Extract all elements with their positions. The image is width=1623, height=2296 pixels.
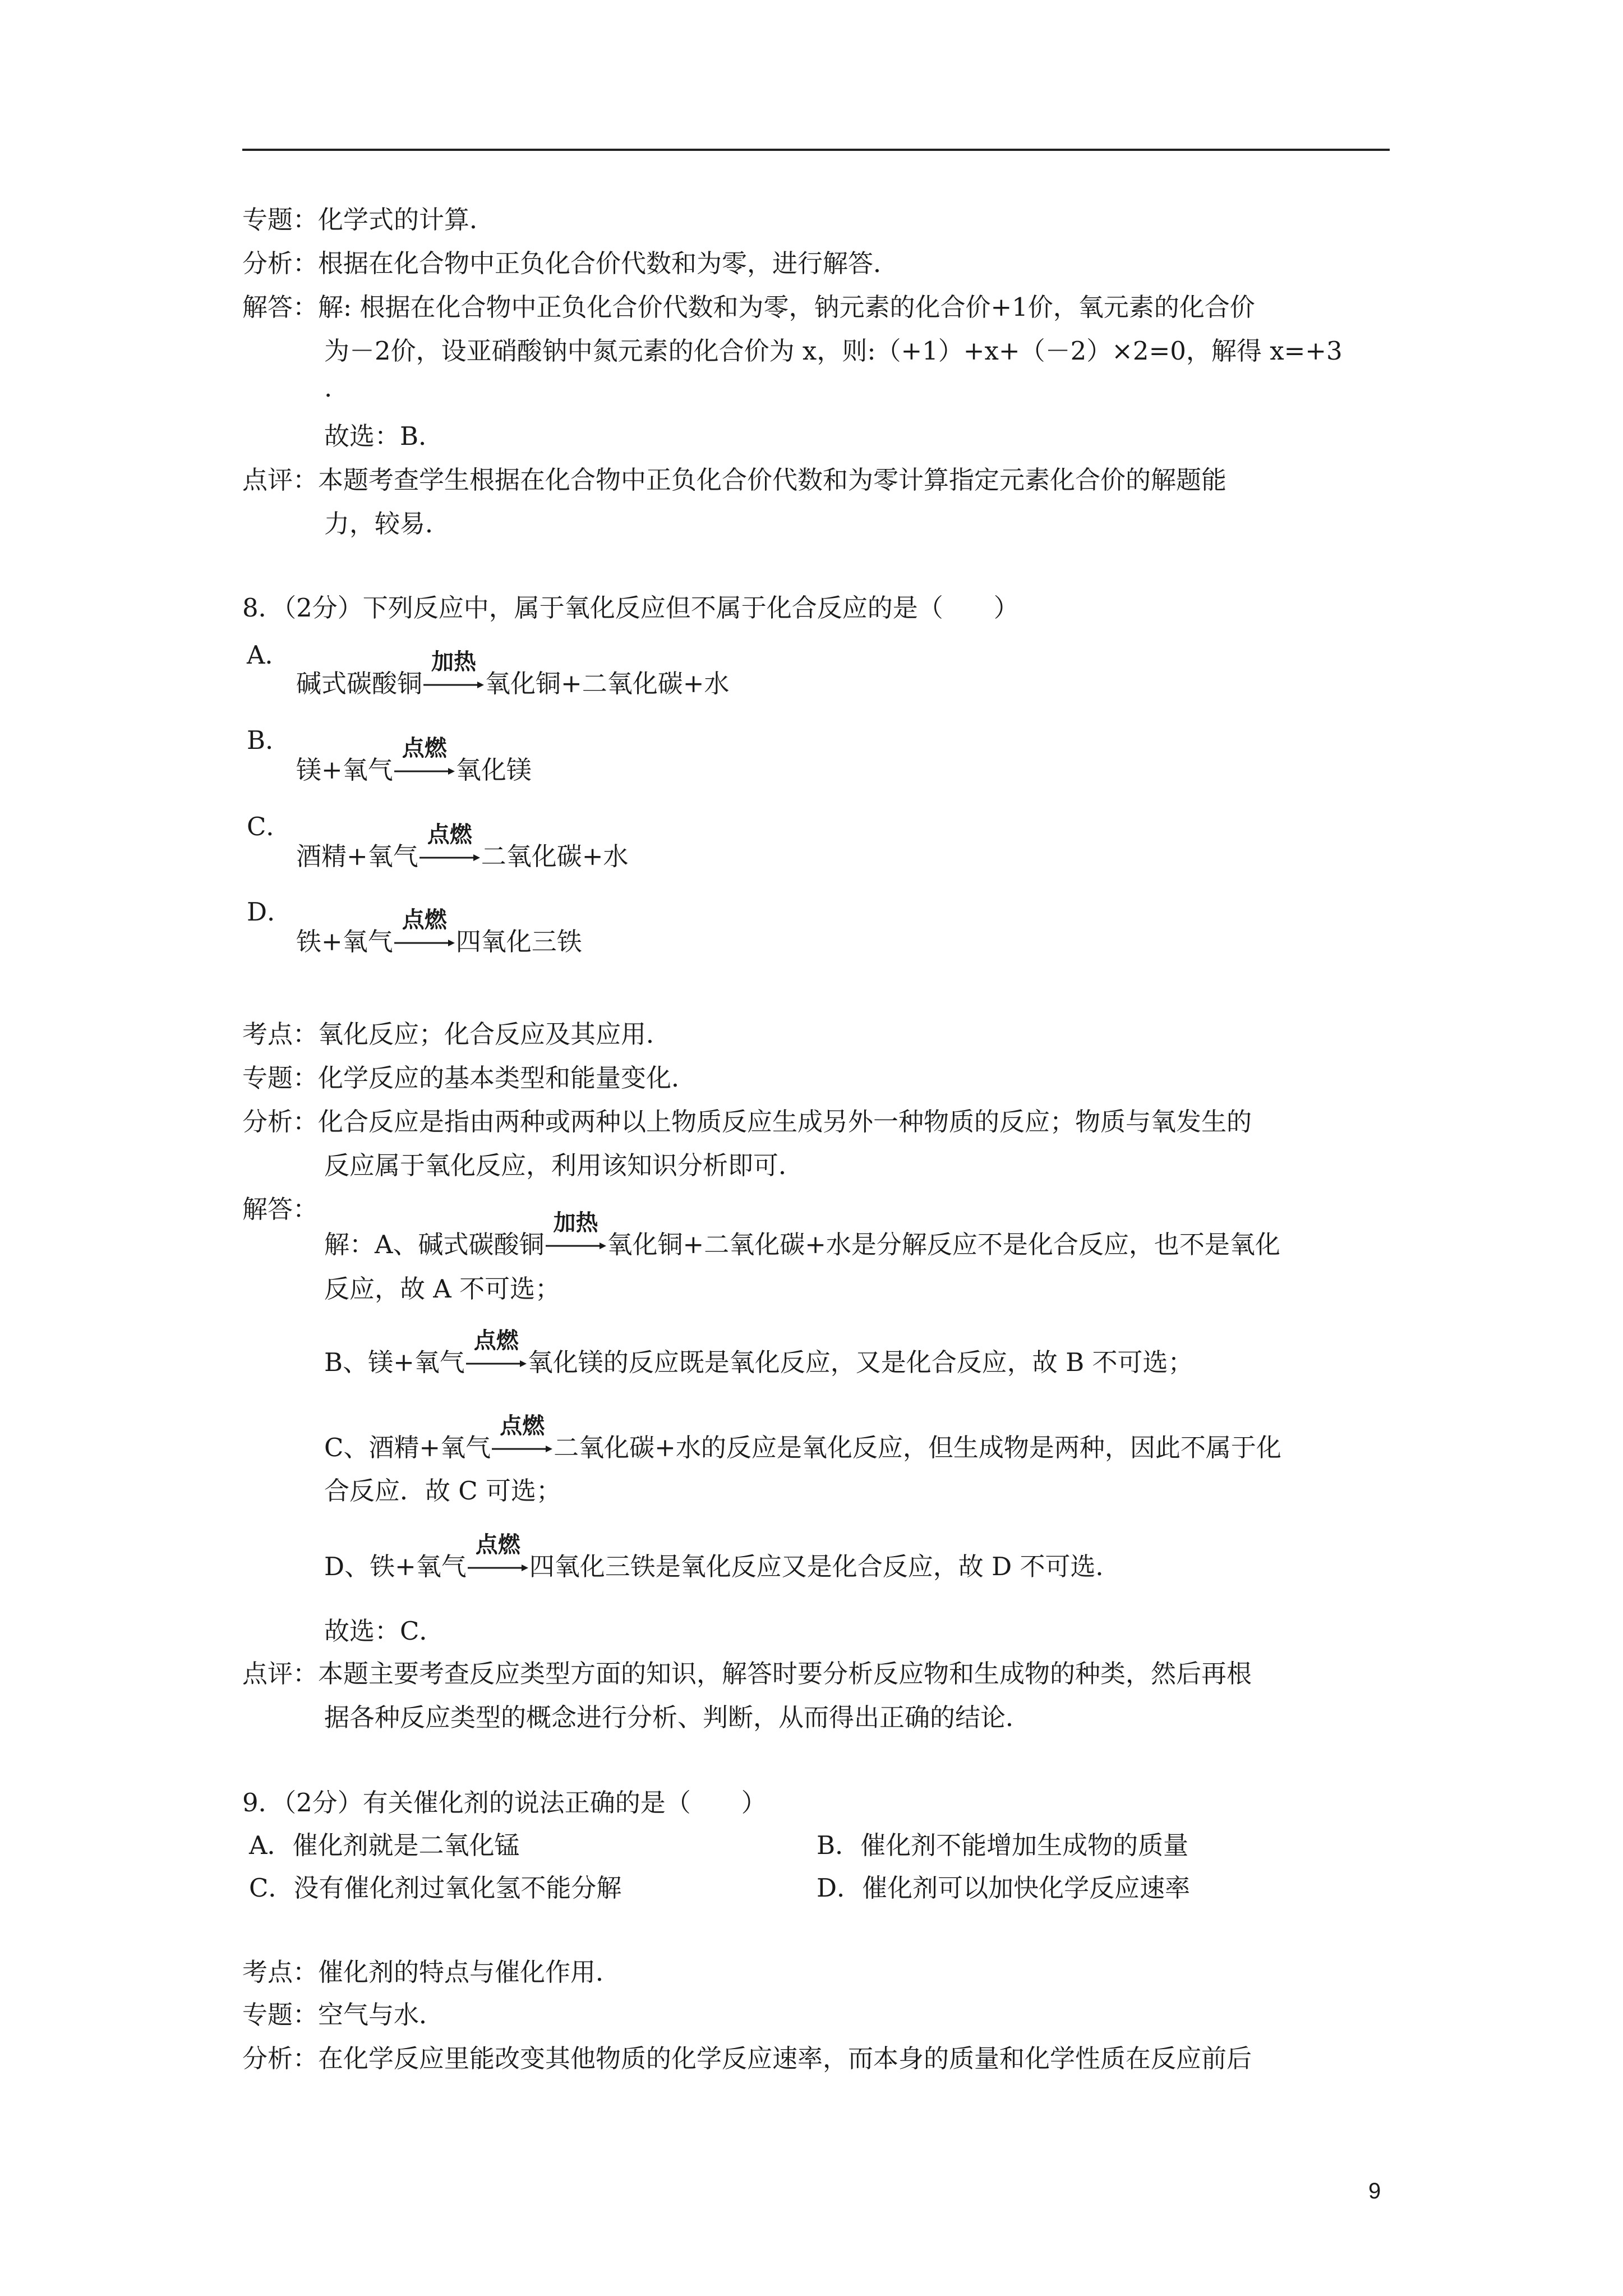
q8-solution-d-post: 四氧化三铁是氧化反应又是化合反应，故 D 不可选．	[529, 1552, 1121, 1581]
q8-option-c-reactant: 酒精+氧气	[296, 841, 418, 871]
page-number: 9	[1368, 2179, 1381, 2203]
q8-option-a-label: A．	[247, 640, 291, 670]
reaction-condition: 加热	[553, 1210, 598, 1236]
reaction-arrow-icon	[423, 649, 484, 696]
q8-solution-d	[324, 1532, 1121, 1582]
q9-analysis: 分析：在化学反应里能改变其他物质的化学反应速率，而本身的质量和化学性质在反应前后	[242, 2044, 1252, 2073]
q8-solution-a-cont: 反应，故 A 不可选；	[324, 1274, 561, 1304]
reaction-arrow-icon	[546, 1210, 606, 1257]
q8-kaodian: 考点：氧化反应；化合反应及其应用．	[242, 1019, 672, 1049]
q8-option-b-label: B．	[247, 725, 291, 755]
q8-analysis-line2: 反应属于氧化反应，利用该知识分析即可．	[324, 1151, 804, 1180]
prev-solution-line1: 解答：解: 根据在化合物中正负化合价代数和为零，钠元素的化合价+1价，氧元素的化合价	[242, 292, 1255, 322]
q8-solution-c-pre: C、酒精+氧气	[324, 1433, 491, 1462]
q8-solution-b-post: 氧化镁的反应既是氧化反应，又是化合反应，故 B 不可选；	[527, 1347, 1193, 1377]
q9-stem: 9．（2分）有关催化剂的说法正确的是（ ）	[242, 1788, 767, 1818]
q8-option-d	[296, 907, 582, 958]
q8-option-a-product: 氧化铜+二氧化碳+水	[485, 669, 730, 698]
reaction-condition: 点燃	[402, 735, 447, 761]
prev-topic: 专题：化学式的计算．	[242, 205, 495, 234]
q9-option-c: C．没有催化剂过氧化氢不能分解	[249, 1873, 622, 1903]
reaction-arrow-icon	[394, 907, 455, 954]
prev-solution-line2: 为－2价，设亚硝酸钠中氮元素的化合价为 x，则:（+1）+x+（－2）×2=0，解得 x=+3	[324, 336, 1343, 366]
q8-solution-d-pre: D、铁+氧气	[324, 1552, 467, 1581]
reaction-arrow-icon	[394, 735, 455, 782]
q8-option-c-label: C．	[247, 812, 292, 841]
q8-solution-c	[324, 1413, 1281, 1464]
q8-comment-line1: 点评：本题主要考查反应类型方面的知识，解答时要分析反应物和生成物的种类，然后再根	[242, 1659, 1252, 1688]
q8-option-d-product: 四氧化三铁	[455, 927, 582, 956]
reaction-arrow-icon	[419, 822, 480, 868]
prev-solution-line3: .	[324, 373, 333, 403]
prev-answer: 故选：B．	[324, 421, 444, 451]
q9-option-d: D．催化剂可以加快化学反应速率	[817, 1873, 1191, 1903]
reaction-condition: 点燃	[402, 907, 447, 933]
q9-zhuanti: 专题：空气与水．	[242, 2000, 445, 2030]
q8-option-d-label: D．	[247, 897, 293, 927]
reaction-condition: 点燃	[427, 822, 472, 848]
q8-comment-line2: 据各种反应类型的概念进行分析、判断，从而得出正确的结论．	[324, 1703, 1031, 1732]
q8-option-c	[296, 822, 629, 872]
q8-solution-c-post: 二氧化碳+水的反应是氧化反应，但生成物是两种，因此不属于化	[554, 1433, 1281, 1462]
reaction-arrow-icon	[468, 1532, 528, 1579]
q8-option-a	[296, 649, 730, 700]
prev-analysis: 分析：根据在化合物中正负化合价代数和为零，进行解答．	[242, 249, 899, 278]
reaction-condition: 点燃	[475, 1532, 520, 1558]
header-rule	[242, 149, 1390, 151]
q8-solution-label: 解答：	[242, 1194, 319, 1224]
reaction-condition: 点燃	[500, 1413, 545, 1439]
reaction-condition: 点燃	[473, 1328, 519, 1354]
q8-solution-c-cont: 合反应．故 C 可选；	[324, 1476, 562, 1506]
prev-comment-line1: 点评：本题考查学生根据在化合物中正负化合价代数和为零计算指定元素化合价的解题能	[242, 465, 1227, 495]
q8-solution-b	[324, 1328, 1193, 1378]
q8-analysis-line1: 分析：化合反应是指由两种或两种以上物质反应生成另外一种物质的反应；物质与氧发生的	[242, 1107, 1252, 1137]
q8-option-b	[296, 735, 532, 786]
q8-option-b-reactant: 镁+氧气	[296, 755, 393, 785]
reaction-arrow-icon	[466, 1328, 527, 1374]
q8-option-d-reactant: 铁+氧气	[296, 927, 393, 956]
q8-zhuanti: 专题：化学反应的基本类型和能量变化．	[242, 1063, 697, 1093]
q8-solution-a-post: 氧化铜+二氧化碳+水是分解反应不是化合反应，也不是氧化	[607, 1230, 1280, 1259]
q8-solution-b-pre: B、镁+氧气	[324, 1347, 465, 1377]
q8-solution-a	[324, 1210, 1280, 1260]
reaction-condition: 加热	[431, 649, 477, 675]
q9-option-a: A．催化剂就是二氧化锰	[249, 1830, 520, 1860]
reaction-arrow-icon	[492, 1413, 552, 1460]
q8-option-c-product: 二氧化碳+水	[481, 841, 629, 871]
q8-solution-a-pre: 解：A、碱式碳酸铜	[324, 1230, 545, 1259]
q8-answer: 故选：C．	[324, 1616, 445, 1646]
q8-stem: 8．（2分）下列反应中，属于氧化反应但不属于化合反应的是（ ）	[242, 593, 1019, 623]
prev-comment-line2: 力，较易．	[324, 509, 451, 539]
q9-option-b: B．催化剂不能增加生成物的质量	[817, 1830, 1189, 1860]
q9-kaodian: 考点：催化剂的特点与催化作用．	[242, 1957, 621, 1987]
q8-option-a-reactant: 碱式碳酸铜	[296, 669, 423, 698]
q8-option-b-product: 氧化镁	[455, 755, 532, 785]
